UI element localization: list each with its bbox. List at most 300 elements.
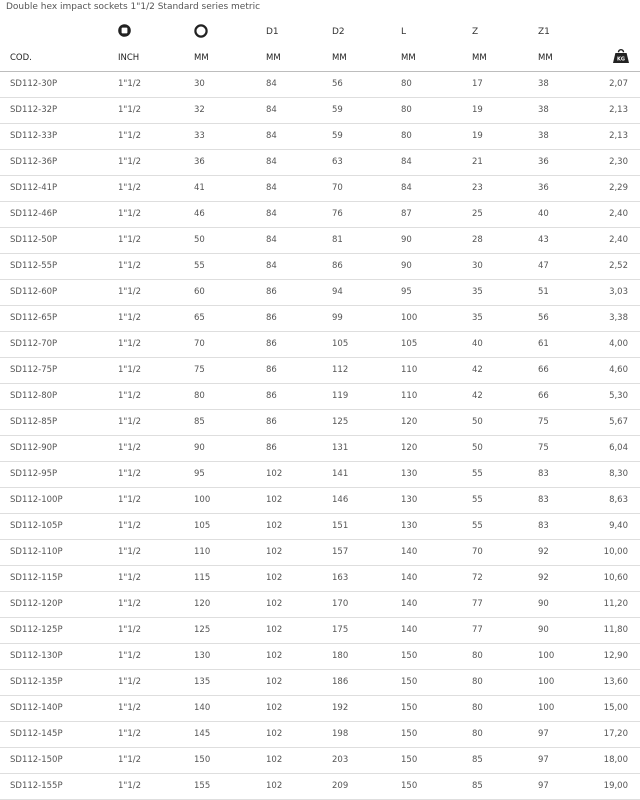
cell-code: SD112-36P (0, 149, 107, 175)
cell-drive: 1"1/2 (107, 591, 188, 617)
cell-opening-mm: 140 (188, 695, 264, 721)
cell-drive: 1"1/2 (107, 279, 188, 305)
cell-code: SD112-155P (0, 773, 107, 799)
cell-z1: 66 (538, 383, 596, 409)
cell-d2: 94 (332, 279, 400, 305)
cell-weight: 2,52 (596, 253, 640, 279)
cell-d2: 146 (332, 487, 400, 513)
cell-drive: 1"1/2 (107, 331, 188, 357)
cell-z: 70 (472, 539, 538, 565)
cell-code: SD112-140P (0, 695, 107, 721)
cell-z1: 90 (538, 591, 596, 617)
cell-z: 35 (472, 305, 538, 331)
cell-z1: 90 (538, 617, 596, 643)
table-row (0, 695, 640, 721)
cell-z: 80 (472, 643, 538, 669)
cell-z1: 36 (538, 149, 596, 175)
cell-weight: 2,40 (596, 227, 640, 253)
table-row (0, 461, 640, 487)
cell-opening-mm: 75 (188, 357, 264, 383)
table-row (0, 305, 640, 331)
cell-d2: 105 (332, 331, 400, 357)
cell-d1: 102 (264, 695, 332, 721)
icon-header-row (0, 19, 640, 45)
cell-d1: 84 (264, 175, 332, 201)
cell-drive: 1"1/2 (107, 97, 188, 123)
cell-l: 150 (400, 643, 472, 669)
cell-weight: 2,29 (596, 175, 640, 201)
header-z: Z (472, 27, 479, 37)
cell-l: 90 (400, 227, 472, 253)
cell-d2: 125 (332, 409, 400, 435)
cell-d2: 186 (332, 669, 400, 695)
cell-drive: 1"1/2 (107, 71, 188, 97)
header-mm-d2: MM (332, 45, 400, 71)
cell-d2: 59 (332, 97, 400, 123)
cell-d1: 86 (264, 435, 332, 461)
header-blank-weight (596, 19, 640, 45)
cell-z1: 61 (538, 331, 596, 357)
table-row (0, 747, 640, 773)
cell-opening-mm: 46 (188, 201, 264, 227)
cell-code: SD112-55P (0, 253, 107, 279)
cell-opening-mm: 55 (188, 253, 264, 279)
header-mm-z1: MM (538, 45, 596, 71)
cell-d1: 84 (264, 149, 332, 175)
cell-opening-mm: 85 (188, 409, 264, 435)
cell-drive: 1"1/2 (107, 357, 188, 383)
cell-l: 100 (400, 305, 472, 331)
cell-drive: 1"1/2 (107, 227, 188, 253)
cell-z1: 97 (538, 773, 596, 799)
cell-z: 77 (472, 591, 538, 617)
cell-code: SD112-50P (0, 227, 107, 253)
cell-z1: 38 (538, 71, 596, 97)
cell-d1: 86 (264, 383, 332, 409)
cell-d1: 86 (264, 279, 332, 305)
cell-drive: 1"1/2 (107, 123, 188, 149)
cell-drive: 1"1/2 (107, 253, 188, 279)
table-row (0, 669, 640, 695)
cell-d2: 56 (332, 71, 400, 97)
cell-l: 80 (400, 71, 472, 97)
cell-l: 130 (400, 513, 472, 539)
cell-l: 110 (400, 357, 472, 383)
cell-drive: 1"1/2 (107, 565, 188, 591)
cell-z: 23 (472, 175, 538, 201)
cell-drive: 1"1/2 (107, 721, 188, 747)
cell-code: SD112-110P (0, 539, 107, 565)
cell-z: 17 (472, 71, 538, 97)
cell-code: SD112-120P (0, 591, 107, 617)
cell-code: SD112-80P (0, 383, 107, 409)
cell-z1: 83 (538, 487, 596, 513)
cell-weight: 19,00 (596, 773, 640, 799)
cell-l: 140 (400, 539, 472, 565)
header-d1: D1 (266, 27, 279, 37)
cell-drive: 1"1/2 (107, 617, 188, 643)
cell-opening-mm: 130 (188, 643, 264, 669)
cell-d2: 151 (332, 513, 400, 539)
units-header-row (0, 45, 640, 71)
cell-d1: 102 (264, 565, 332, 591)
header-mm-hex: MM (188, 45, 264, 71)
specs-table (0, 19, 640, 800)
cell-weight: 15,00 (596, 695, 640, 721)
cell-d1: 102 (264, 591, 332, 617)
cell-weight: 2,07 (596, 71, 640, 97)
cell-d2: 112 (332, 357, 400, 383)
cell-z1: 100 (538, 669, 596, 695)
cell-opening-mm: 100 (188, 487, 264, 513)
cell-d2: 81 (332, 227, 400, 253)
cell-l: 150 (400, 721, 472, 747)
cell-z: 21 (472, 149, 538, 175)
cell-l: 140 (400, 565, 472, 591)
cell-drive: 1"1/2 (107, 461, 188, 487)
cell-opening-mm: 150 (188, 747, 264, 773)
cell-z: 72 (472, 565, 538, 591)
header-l: L (401, 27, 407, 37)
cell-z1: 97 (538, 721, 596, 747)
cell-z: 55 (472, 461, 538, 487)
header-mm-d1: MM (264, 45, 332, 71)
table-row (0, 227, 640, 253)
cell-z1: 75 (538, 435, 596, 461)
table-row (0, 97, 640, 123)
cell-d1: 86 (264, 331, 332, 357)
cell-z: 77 (472, 617, 538, 643)
table-row (0, 149, 640, 175)
cell-l: 84 (400, 149, 472, 175)
cell-d1: 86 (264, 409, 332, 435)
cell-weight: 3,03 (596, 279, 640, 305)
cell-z1: 36 (538, 175, 596, 201)
cell-z1: 47 (538, 253, 596, 279)
header-weight-cell (596, 45, 640, 71)
cell-drive: 1"1/2 (107, 695, 188, 721)
cell-z1: 92 (538, 539, 596, 565)
cell-d2: 198 (332, 721, 400, 747)
cell-d2: 209 (332, 773, 400, 799)
table-row (0, 721, 640, 747)
cell-l: 87 (400, 201, 472, 227)
cell-drive: 1"1/2 (107, 513, 188, 539)
cell-opening-mm: 33 (188, 123, 264, 149)
cell-opening-mm: 30 (188, 71, 264, 97)
cell-opening-mm: 41 (188, 175, 264, 201)
cell-d1: 84 (264, 201, 332, 227)
cell-code: SD112-60P (0, 279, 107, 305)
cell-l: 150 (400, 669, 472, 695)
cell-code: SD112-46P (0, 201, 107, 227)
cell-d2: 170 (332, 591, 400, 617)
cell-z1: 66 (538, 357, 596, 383)
cell-l: 150 (400, 747, 472, 773)
cell-d2: 76 (332, 201, 400, 227)
table-row (0, 617, 640, 643)
cell-d1: 84 (264, 97, 332, 123)
cell-z: 42 (472, 357, 538, 383)
cell-z1: 40 (538, 201, 596, 227)
table-row (0, 279, 640, 305)
cell-opening-mm: 125 (188, 617, 264, 643)
cell-code: SD112-105P (0, 513, 107, 539)
cell-weight: 2,40 (596, 201, 640, 227)
cell-weight: 4,00 (596, 331, 640, 357)
header-blank (0, 19, 107, 45)
cell-d1: 84 (264, 123, 332, 149)
cell-l: 90 (400, 253, 472, 279)
cell-l: 150 (400, 695, 472, 721)
cell-z: 40 (472, 331, 538, 357)
cell-drive: 1"1/2 (107, 201, 188, 227)
cell-opening-mm: 50 (188, 227, 264, 253)
cell-z1: 56 (538, 305, 596, 331)
table-row (0, 357, 640, 383)
table-row (0, 487, 640, 513)
cell-d2: 180 (332, 643, 400, 669)
cell-d1: 102 (264, 617, 332, 643)
cell-code: SD112-95P (0, 461, 107, 487)
table-caption: Double hex impact sockets 1"1/2 Standard series metric (6, 2, 261, 12)
cell-opening-mm: 36 (188, 149, 264, 175)
cell-weight: 11,20 (596, 591, 640, 617)
table-row (0, 253, 640, 279)
table-row (0, 201, 640, 227)
header-mm-l: MM (400, 45, 472, 71)
cell-opening-mm: 32 (188, 97, 264, 123)
cell-weight: 2,13 (596, 123, 640, 149)
cell-l: 80 (400, 97, 472, 123)
cell-code: SD112-33P (0, 123, 107, 149)
weight-kg-icon (612, 48, 630, 67)
cell-weight: 5,30 (596, 383, 640, 409)
cell-l: 120 (400, 435, 472, 461)
table-row (0, 539, 640, 565)
cell-d2: 157 (332, 539, 400, 565)
table-row (0, 565, 640, 591)
cell-code: SD112-85P (0, 409, 107, 435)
cell-drive: 1"1/2 (107, 305, 188, 331)
cell-drive: 1"1/2 (107, 773, 188, 799)
table-row (0, 123, 640, 149)
cell-z: 80 (472, 669, 538, 695)
cell-code: SD112-150P (0, 747, 107, 773)
square-drive-icon (118, 24, 131, 40)
cell-opening-mm: 115 (188, 565, 264, 591)
cell-l: 95 (400, 279, 472, 305)
table-row (0, 435, 640, 461)
cell-z1: 51 (538, 279, 596, 305)
cell-z1: 75 (538, 409, 596, 435)
cell-z1: 100 (538, 643, 596, 669)
cell-z1: 92 (538, 565, 596, 591)
cell-z1: 83 (538, 461, 596, 487)
cell-drive: 1"1/2 (107, 409, 188, 435)
cell-z: 85 (472, 773, 538, 799)
cell-z: 19 (472, 97, 538, 123)
cell-d1: 84 (264, 71, 332, 97)
cell-weight: 2,13 (596, 97, 640, 123)
header-hex-cell (188, 19, 264, 45)
cell-code: SD112-145P (0, 721, 107, 747)
cell-drive: 1"1/2 (107, 643, 188, 669)
cell-code: SD112-135P (0, 669, 107, 695)
cell-l: 150 (400, 773, 472, 799)
cell-code: SD112-30P (0, 71, 107, 97)
cell-weight: 8,30 (596, 461, 640, 487)
cell-l: 84 (400, 175, 472, 201)
cell-code: SD112-115P (0, 565, 107, 591)
header-d2: D2 (332, 27, 345, 37)
cell-d2: 131 (332, 435, 400, 461)
cell-weight: 4,60 (596, 357, 640, 383)
cell-d1: 86 (264, 305, 332, 331)
cell-d2: 163 (332, 565, 400, 591)
cell-d2: 119 (332, 383, 400, 409)
cell-d2: 99 (332, 305, 400, 331)
cell-weight: 3,38 (596, 305, 640, 331)
cell-drive: 1"1/2 (107, 539, 188, 565)
cell-d1: 102 (264, 513, 332, 539)
cell-code: SD112-100P (0, 487, 107, 513)
cell-d1: 102 (264, 487, 332, 513)
cell-l: 140 (400, 591, 472, 617)
cell-l: 130 (400, 461, 472, 487)
cell-drive: 1"1/2 (107, 487, 188, 513)
cell-z: 35 (472, 279, 538, 305)
cell-z1: 100 (538, 695, 596, 721)
cell-z: 28 (472, 227, 538, 253)
cell-weight: 11,80 (596, 617, 640, 643)
cell-code: SD112-90P (0, 435, 107, 461)
cell-d1: 102 (264, 773, 332, 799)
cell-opening-mm: 65 (188, 305, 264, 331)
table-row (0, 383, 640, 409)
cell-weight: 13,60 (596, 669, 640, 695)
cell-weight: 10,00 (596, 539, 640, 565)
cell-l: 80 (400, 123, 472, 149)
table-row (0, 331, 640, 357)
cell-d1: 102 (264, 721, 332, 747)
table-row (0, 591, 640, 617)
table-row (0, 409, 640, 435)
cell-opening-mm: 110 (188, 539, 264, 565)
hex-opening-icon (194, 24, 208, 41)
cell-opening-mm: 60 (188, 279, 264, 305)
cell-z1: 38 (538, 97, 596, 123)
header-cod: COD. (0, 45, 107, 71)
cell-weight: 6,04 (596, 435, 640, 461)
table-row (0, 71, 640, 97)
cell-weight: 10,60 (596, 565, 640, 591)
cell-drive: 1"1/2 (107, 435, 188, 461)
cell-d2: 175 (332, 617, 400, 643)
cell-drive: 1"1/2 (107, 175, 188, 201)
cell-z: 19 (472, 123, 538, 149)
cell-z: 80 (472, 721, 538, 747)
cell-d2: 203 (332, 747, 400, 773)
table-row (0, 513, 640, 539)
cell-z: 85 (472, 747, 538, 773)
cell-code: SD112-130P (0, 643, 107, 669)
cell-z: 50 (472, 409, 538, 435)
header-mm-z: MM (472, 45, 538, 71)
cell-opening-mm: 135 (188, 669, 264, 695)
cell-z1: 83 (538, 513, 596, 539)
cell-d1: 84 (264, 227, 332, 253)
cell-weight: 18,00 (596, 747, 640, 773)
cell-z: 55 (472, 487, 538, 513)
cell-opening-mm: 120 (188, 591, 264, 617)
cell-drive: 1"1/2 (107, 149, 188, 175)
cell-d1: 84 (264, 253, 332, 279)
cell-z1: 97 (538, 747, 596, 773)
table-row (0, 175, 640, 201)
cell-z: 80 (472, 695, 538, 721)
cell-d1: 102 (264, 669, 332, 695)
cell-z: 55 (472, 513, 538, 539)
cell-d2: 86 (332, 253, 400, 279)
cell-d2: 192 (332, 695, 400, 721)
cell-d1: 86 (264, 357, 332, 383)
cell-code: SD112-32P (0, 97, 107, 123)
cell-z: 30 (472, 253, 538, 279)
cell-weight: 2,30 (596, 149, 640, 175)
cell-weight: 12,90 (596, 643, 640, 669)
cell-opening-mm: 145 (188, 721, 264, 747)
cell-z1: 38 (538, 123, 596, 149)
table-body (0, 71, 640, 799)
cell-z1: 43 (538, 227, 596, 253)
cell-d2: 63 (332, 149, 400, 175)
cell-code: SD112-41P (0, 175, 107, 201)
cell-d1: 102 (264, 747, 332, 773)
cell-weight: 8,63 (596, 487, 640, 513)
cell-opening-mm: 80 (188, 383, 264, 409)
cell-z: 42 (472, 383, 538, 409)
cell-code: SD112-75P (0, 357, 107, 383)
cell-opening-mm: 95 (188, 461, 264, 487)
cell-z: 50 (472, 435, 538, 461)
cell-d1: 102 (264, 643, 332, 669)
cell-z: 25 (472, 201, 538, 227)
cell-l: 130 (400, 487, 472, 513)
cell-opening-mm: 90 (188, 435, 264, 461)
cell-d2: 59 (332, 123, 400, 149)
cell-d2: 70 (332, 175, 400, 201)
header-inch: INCH (107, 45, 188, 71)
header-drive-cell (107, 19, 188, 45)
table-row (0, 643, 640, 669)
cell-d2: 141 (332, 461, 400, 487)
table-row (0, 773, 640, 799)
cell-weight: 9,40 (596, 513, 640, 539)
cell-opening-mm: 70 (188, 331, 264, 357)
weight-icon-label: KG (617, 56, 625, 63)
cell-code: SD112-70P (0, 331, 107, 357)
header-z1: Z1 (538, 27, 550, 37)
cell-drive: 1"1/2 (107, 383, 188, 409)
cell-drive: 1"1/2 (107, 747, 188, 773)
cell-d1: 102 (264, 461, 332, 487)
cell-l: 105 (400, 331, 472, 357)
cell-code: SD112-125P (0, 617, 107, 643)
cell-l: 140 (400, 617, 472, 643)
cell-drive: 1"1/2 (107, 669, 188, 695)
cell-l: 120 (400, 409, 472, 435)
